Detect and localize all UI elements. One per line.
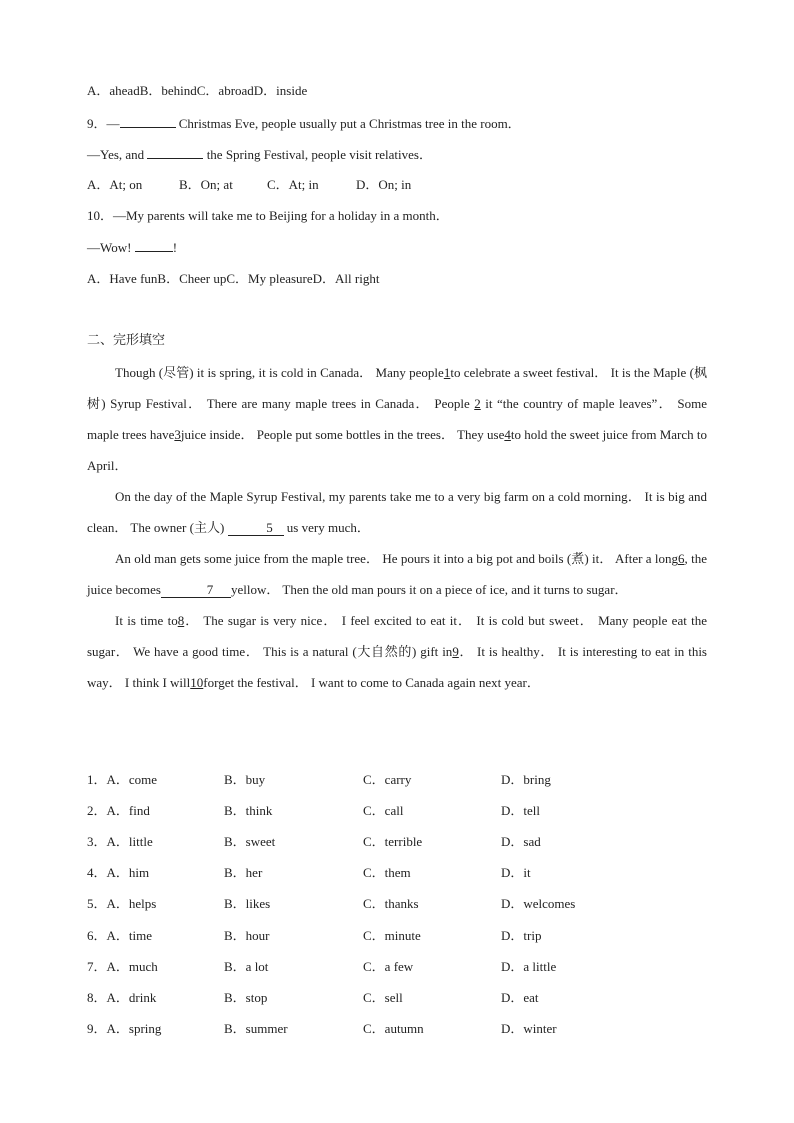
cloze-option-d: D．trip (501, 927, 542, 943)
passage-paragraph-2 (87, 481, 707, 543)
cloze-option-b: B．stop (224, 989, 268, 1005)
q9-blank-2 (147, 145, 203, 159)
cloze-option-c: C．thanks (363, 896, 419, 912)
cloze-option-row (87, 987, 687, 1005)
passage-text: to celebrate a sweet festival． It is the Maple (枫树) Syrup Festival． There are many maple trees in Canada． People (87, 365, 707, 411)
cloze-option-a: 1．A．come (87, 772, 158, 787)
cloze-option-d: D．sad (501, 834, 541, 850)
q9-line2-post: the Spring Festival, people visit relatives． (203, 147, 432, 162)
passage-text: to hold the sweet juice from March to April． (87, 427, 707, 473)
cloze-option-b: B．a lot (224, 958, 269, 974)
cloze-option-row (87, 800, 687, 818)
passage-text: us very much． (283, 520, 370, 535)
cloze-option-b: B．sweet (224, 834, 276, 850)
cloze-option-b: B．her (224, 865, 263, 881)
cloze-option-c: C．autumn (363, 1020, 424, 1036)
cloze-option-a: 2．A．find (87, 803, 150, 819)
blank-number-9: 9 (452, 644, 459, 659)
passage-paragraph-3 (87, 543, 707, 605)
cloze-option-d: D．tell (501, 803, 540, 819)
q9-line1-post: Christmas Eve, people usually put a Christmas tree in the room． (175, 116, 521, 131)
cloze-option-c: C．sell (363, 989, 403, 1005)
q8-options: A．aheadB．behindC．abroadD．inside (87, 83, 308, 98)
passage-text: Though (尽管) it is spring, it is cold in Canada． Many people (115, 365, 444, 380)
cloze-option-row (87, 925, 687, 943)
cloze-option-row (87, 1018, 687, 1036)
q9-line2-pre: —Yes, and (87, 147, 148, 162)
passage-text: On the day of the Maple Syrup Festival, my parents take me to a very big farm on a cold morning． It is big and clean． The owner (主人) (87, 489, 707, 535)
cloze-option-c: C．them (363, 865, 411, 881)
q9-option-c: C．At; in (267, 177, 319, 192)
passage-text: forget the festival． I want to come to Canada again next year． (203, 675, 540, 690)
blank-number-6: 6 (678, 551, 685, 566)
q9-line1 (87, 114, 521, 133)
cloze-option-c: C．minute (363, 927, 421, 943)
q9-line2 (87, 145, 432, 164)
cloze-option-c: C．terrible (363, 834, 423, 850)
cloze-option-a: 9．A．spring (87, 1020, 162, 1036)
passage-text: yellow． Then the old man pours it on a piece of ice, and it turns to sugar． (231, 582, 628, 597)
cloze-option-c: C．a few (363, 958, 414, 974)
cloze-option-b: B．hour (224, 927, 270, 943)
blank-number-8: 8 (177, 613, 185, 628)
cloze-option-d: D．welcomes (501, 896, 576, 912)
q10-line2 (87, 238, 177, 257)
passage-text: , the juice becomes (87, 551, 707, 597)
cloze-option-c: C．carry (363, 772, 412, 787)
q10-line2-post: ! (172, 240, 178, 255)
passage-paragraph-1 (87, 357, 707, 481)
cloze-option-row (87, 956, 687, 974)
passage-text: An old man gets some juice from the maple tree． He pours it into a big pot and boils (煮) it． After a long (115, 551, 679, 566)
cloze-option-c: C．call (363, 803, 404, 819)
passage-text: it “the country of maple leaves”． Some maple trees have (87, 396, 707, 442)
cloze-option-a: 5．A．helps (87, 896, 157, 912)
cloze-option-row (87, 831, 687, 849)
q9-options (87, 176, 687, 194)
cloze-option-d: D．bring (501, 772, 551, 787)
cloze-option-b: B．buy (224, 772, 266, 787)
blank-number-10: 10 (190, 675, 204, 690)
cloze-option-a: 4．A．him (87, 865, 150, 881)
passage-text: It is time to (115, 613, 178, 628)
q10-line1: 10．—My parents will take me to Beijing for a holiday in a month． (87, 208, 449, 223)
cloze-option-b: B．likes (224, 896, 271, 912)
cloze-option-d: D．a little (501, 958, 557, 974)
cloze-option-b: B．summer (224, 1020, 288, 1036)
q9-option-b: B．On; at (179, 177, 233, 192)
cloze-option-a: 8．A．drink (87, 989, 157, 1005)
cloze-option-a: 7．A．much (87, 958, 158, 974)
cloze-option-d: D．it (501, 865, 531, 881)
cloze-option-d: D．winter (501, 1020, 557, 1036)
cloze-option-row (87, 769, 687, 787)
cloze-passage (87, 357, 707, 698)
q9-option-a: A．At; on (87, 177, 143, 192)
blank-number-4: 4 (504, 427, 511, 442)
passage-paragraph-4 (87, 605, 707, 698)
cloze-option-d: D．eat (501, 989, 539, 1005)
cloze-option-a: 3．A．little (87, 834, 153, 850)
q9-blank-1 (120, 114, 176, 128)
cloze-option-b: B．think (224, 803, 273, 819)
blank-number-1: 1 (443, 365, 451, 380)
q10-line2-pre: —Wow! (87, 240, 135, 255)
blank-number-2: 2 (474, 396, 481, 411)
cloze-option-a: 6．A．time (87, 927, 152, 943)
passage-text: ． The sugar is very nice． I feel excited to eat it． It is cold but sweet． Many people eat the sugar． We have a good time． This is a natural (大自然的) gift in (87, 613, 707, 659)
blank-number-7: 7 (161, 583, 231, 598)
q10-blank (135, 238, 173, 252)
q9-line1-pre: 9．— (87, 116, 120, 131)
blank-number-5: 5 (228, 521, 284, 536)
cloze-option-row (87, 862, 687, 880)
passage-text: ． It is healthy． It is interesting to eat in this way． I think I will (87, 644, 707, 690)
q9-option-d: D．On; in (356, 177, 412, 192)
q10-options: A．Have funB．Cheer upC．My pleasureD．All right (87, 271, 380, 286)
passage-text: juice inside． People put some bottles in the trees． They use (180, 427, 505, 442)
cloze-option-row (87, 893, 687, 911)
section-title-cloze: 二、完形填空 (87, 333, 166, 348)
blank-number-3: 3 (174, 427, 181, 442)
